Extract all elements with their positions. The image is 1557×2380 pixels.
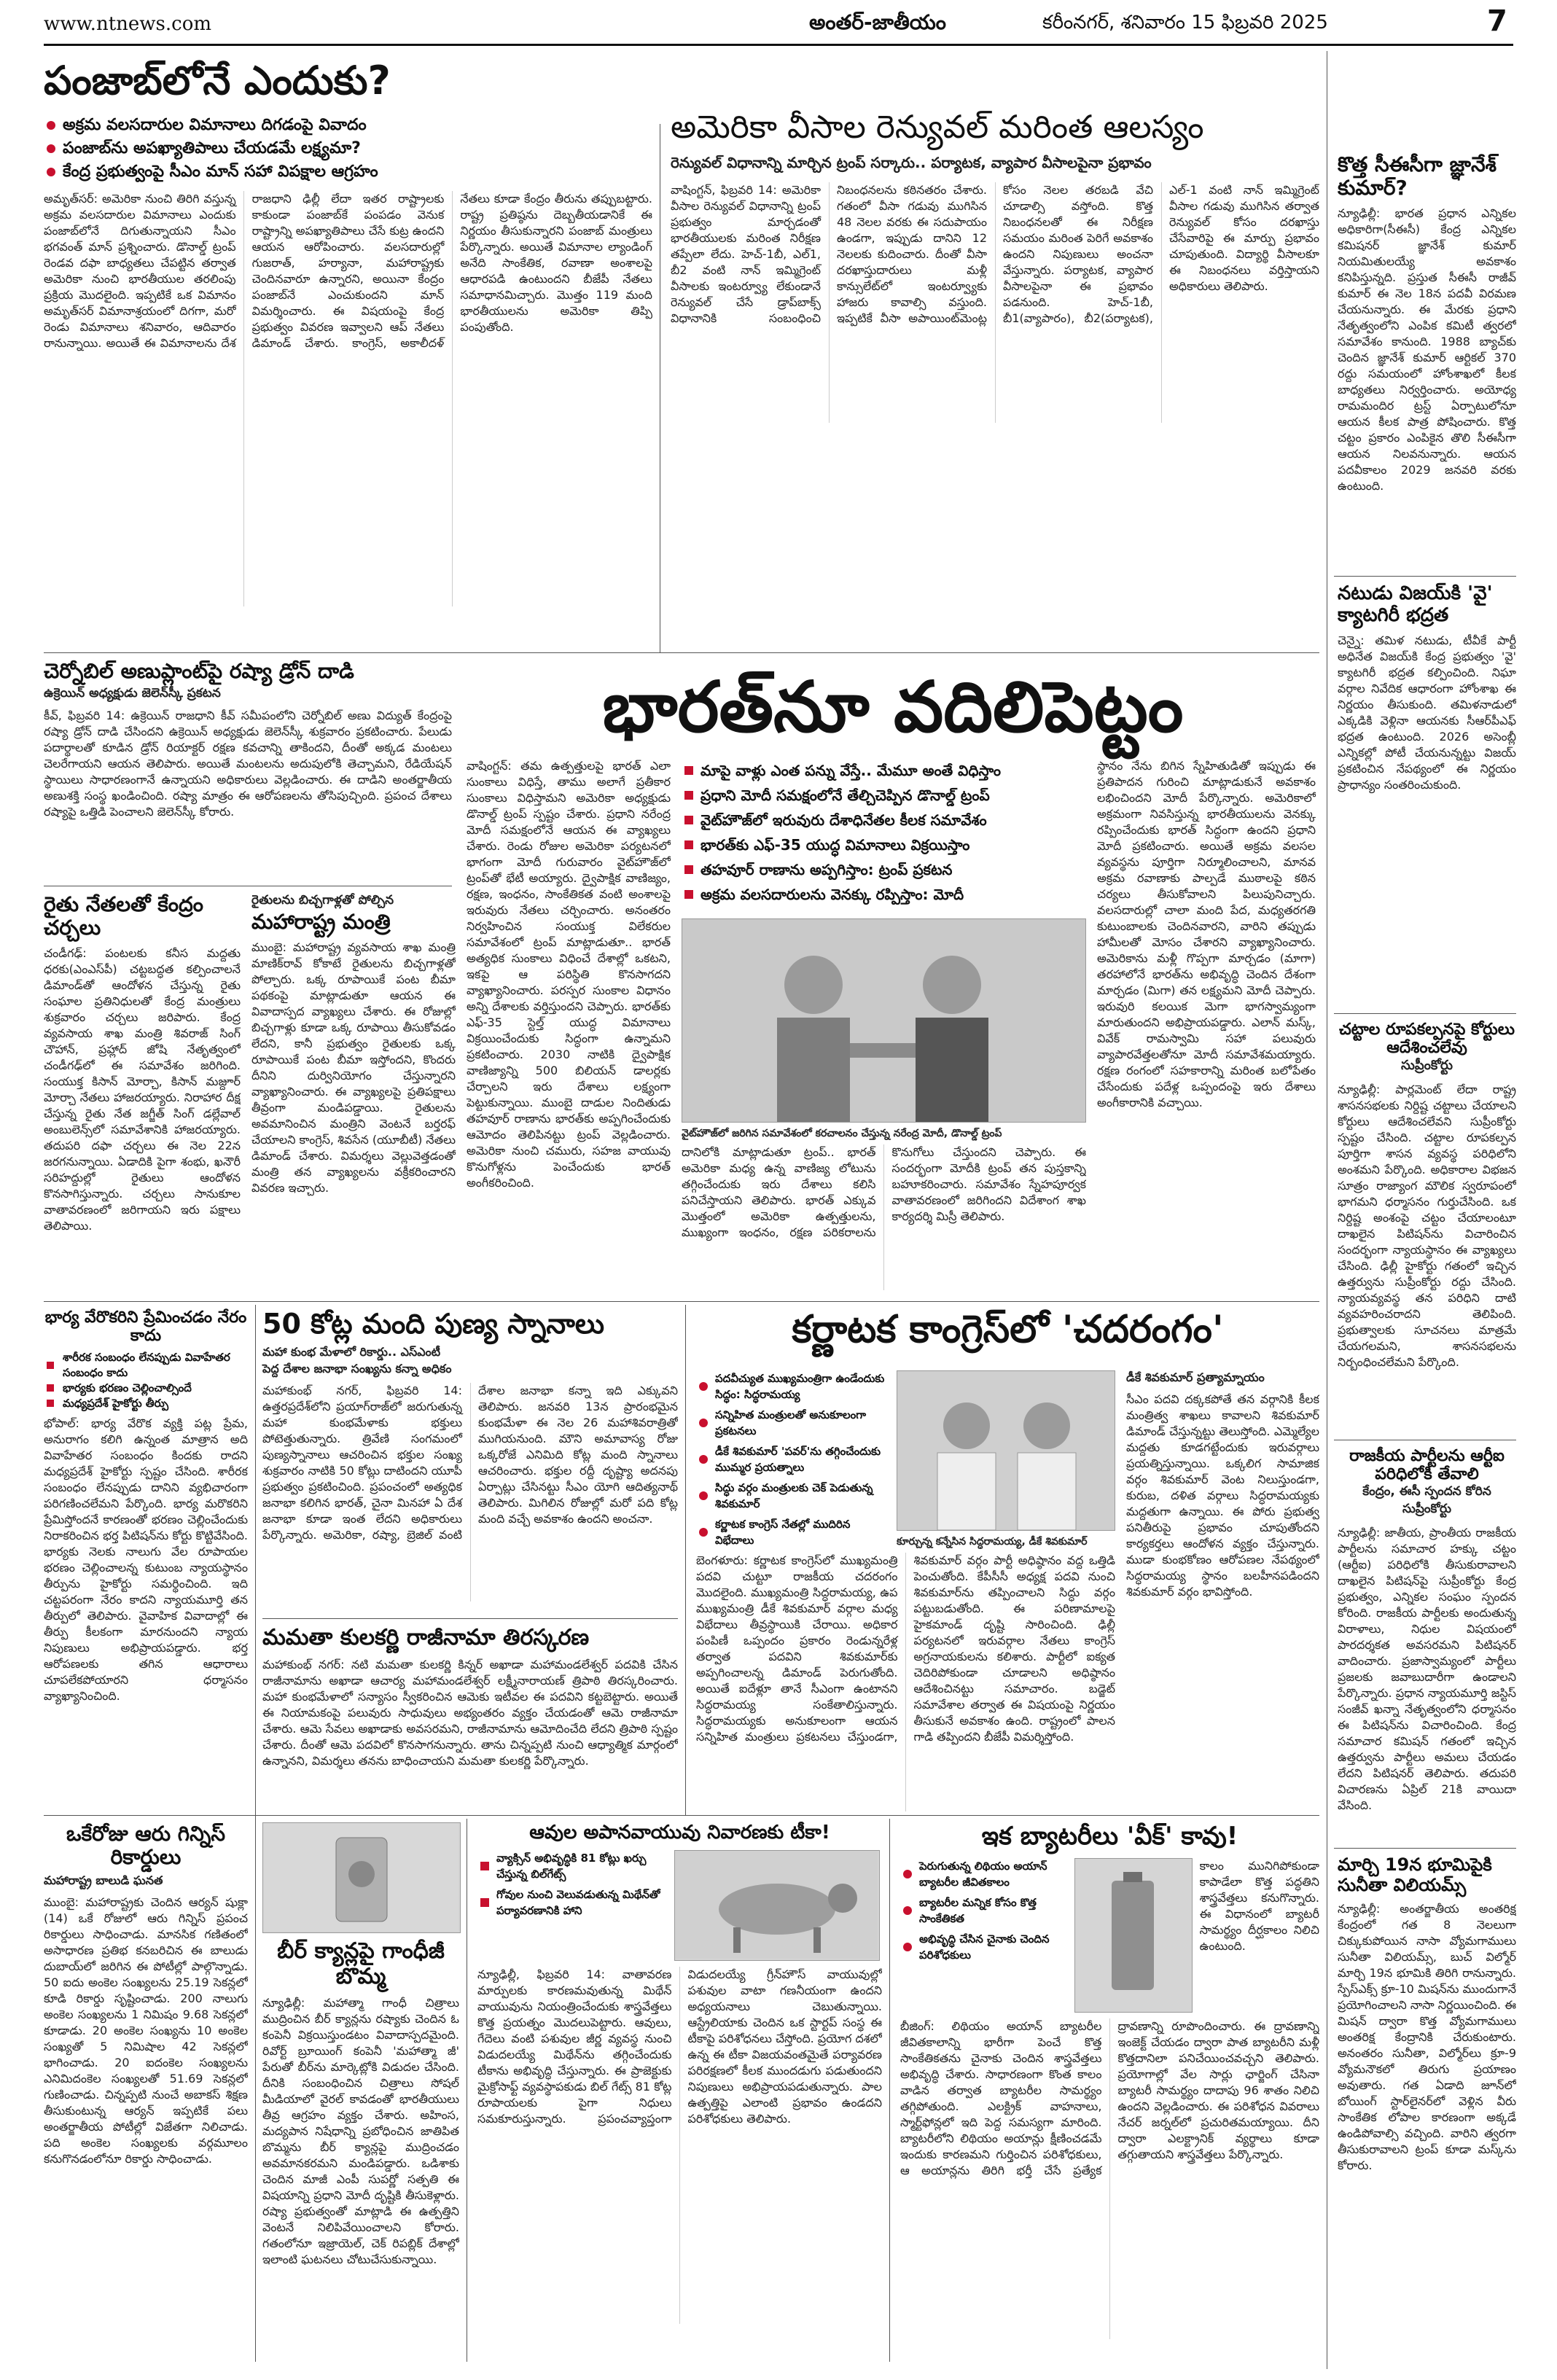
karnataka-subhead-right: డీకే శివకుమార్ ప్రత్యామ్నాయం [1126,1370,1265,1384]
kumbh-headline: 50 కోట్ల మంది పుణ్య స్నానాలు [262,1308,604,1340]
sunita-article [1338,1855,1516,2358]
cow-bullet: వ్యాక్సిన్ అభివృద్ధికి 81 కోట్లు ఖర్చు చేస్తున్న బిల్‌గేట్స్ [477,1850,667,1882]
farmers-article [44,893,241,1294]
vijay-headline: నటుడు విజయ్‌కి 'వై' క్యాటగిరీ భద్రత [1338,582,1493,626]
punjab-bullets [44,114,652,184]
kumbh-subheadline-2: పెద్ద దేశాల జనాభా సంఖ్యను కన్నా అధికం [262,1361,452,1376]
rule-lower [44,1815,1319,1816]
wife-bullet: భార్యకు భరణం చెల్లించాల్సిందే [44,1381,248,1396]
wife-bullet: మధ్యప్రదేశ్ హైకోర్టు తీర్పు [44,1396,248,1411]
wife-article [44,1308,248,1808]
mamata-headline: మమతా కులకర్ణి రాజీనామా తిరస్కరణ [262,1625,590,1650]
battery-bullet: పెరుగుతున్న లిథియం అయాన్ బ్యాటరీల జీవితకాలం [900,1858,1067,1890]
bharat-body-right: స్థానం నేను బిగిన స్నేహితుడితో ఇప్పుడు ఈ ప్రతిపాదన గురించి మాట్లాడుకునే అవకాశం లభించిందని మోదీ పేర్కొన్నారు. అమెరికాలో అక్రమంగా నివసిస్తున్న భారతీయులను వెనక్కు రప్పించేందుకు భారత్ సిద్ధంగా ఉందని ప్రధాని మోదీ ప్రకటించారు. అయితే అక్రమ వలసల వ్యవస్థను పూర్తిగా నిర్మూలించాలని, మానవ అక్రమ రవాణాకు పాల్పడే ముఠాలపై కఠిన చర్యలు తీసుకోవాలని పిలుపునిచ్చారు. వలసదారుల్లో చాలా మంది పేద, మధ్యతరగతి కుటుంబాలకు చెందినవారని, వారిని తప్పుడు హామీలతో మోసం చేశారని వ్యాఖ్యానించారు. అమెరికాను మళ్లీ గొప్పగా మార్చడం (మాగా) తరహాలోనే భారత్‌ను అభివృద్ధి చెందిన దేశంగా మార్చడం (మిగా) తన లక్ష్యమని మోదీ చెప్పారు. ఇరువురి కలయిక మెగా భాగస్వామ్యంగా మారుతుందని అభిప్రాయపడ్డారు. ఎలాన్ మస్క్, వివేక్ రామస్వామి సహా పలువురు వ్యాపారవేత్తలతోనూ మోదీ సమావేశమయ్యారు. రక్షణ రంగంలో సహకారాన్ని మరింత బలోపేతం చేసేందుకు పదేళ్ల ఒప్పందంపై ఇరు దేశాలు అంగీకారానికి వచ్చాయి. [1097,759,1316,1109]
battery-body-right: కాలం మునిగిపోకుండా కాపాడేలా కొత్త పద్ధతిని శాస్త్రవేత్తలు కనుగొన్నారు. ఈ విధానంలో బ్యాటరీ సామర్థ్యం దీర్ఘకాలం నిలిచి ఉంటుంది. [1199,1859,1319,1954]
bharat-bullet: భారత్‌కు ఎఫ్-35 యుద్ధ విమానాలు విక్రయిస్తాం [682,832,1086,857]
bharat-bullet: వైట్‌హౌజ్‌లో ఇరువురు దేశాధినేతల కీలక సమావేశం [682,808,1086,832]
supreme-headline: చట్టాల రూపకల్పనపై కోర్టులు ఆదేశించలేవు [1338,1021,1515,1058]
supreme-body: న్యూఢిల్లీ: పార్లమెంట్ లేదా రాష్ట్ర శాసనసభలకు నిర్దిష్ట చట్టాలు చేయాలని కోర్టులు ఆదేశించలేవని సుప్రీంకోర్టు స్పష్టం చేసింది. చట్టాల రూపకల్పన పూర్తిగా శాసన వ్యవస్థ పరిధిలోని అంశమని పేర్కొంది. అధికారాల విభజన సూత్రం రాజ్యాంగ మౌలిక స్వరూపంలో భాగమని ధర్మాసనం గుర్తుచేసింది. ఒక నిర్దిష్ట అంశంపై చట్టం చేయాలంటూ దాఖలైన పిటిషన్‌ను విచారించిన సందర్భంగా న్యాయస్థానం ఈ వ్యాఖ్యలు చేసింది. ఢిల్లీ హైకోర్టు గతంలో ఇచ్చిన ఉత్తర్వును సుప్రీంకోర్టు రద్దు చేసింది. న్యాయవ్యవస్థ తన పరిధిని దాటి వ్యవహరించరాదని తెలిపింది. ప్రభుత్వాలకు సూచనలు మాత్రమే చేయగలమని, శాసనసభలను నిర్బంధించలేమని పేర్కొంది. [1338,1082,1516,1369]
punjab-body: అమృత్‌సర్: అమెరికా నుంచి తిరిగి వస్తున్న అక్రమ వలసదారుల విమానాలు ఎందుకు పంజాబ్‌లోనే దిగుతున్నాయని సీఎం భగవంత్ మాన్ ప్రశ్నించారు. డొనాల్డ్ ట్రంప్ రెండవ దఫా బాధ్యతలు చేపట్టిన తర్వాత అమెరికా నుంచి భారతీయుల తరలింపు ప్రక్రియ మొదలైంది. ఇప్పటికే ఒక విమానం అమృత్‌సర్ విమానాశ్రయంలో దిగగా, మరో రెండు విమానాలు శనివారం, ఆదివారం రానున్నాయి. అయితే ఈ విమానాలను దేశ రాజధాని ఢిల్లీ లేదా ఇతర రాష్ట్రాలకు కాకుండా పంజాబ్‌కే పంపడం వెనుక రాష్ట్రాన్ని అపఖ్యాతిపాలు చేసే కుట్ర ఉందని ఆయన ఆరోపించారు. వలసదారుల్లో గుజరాత్, హర్యానా, మహారాష్ట్రకు చెందినవారూ ఉన్నారని, అయినా కేంద్రం పంజాబ్‌నే ఎంచుకుందని మాన్ విమర్శించారు. ఈ విషయంపై కేంద్ర ప్రభుత్వం వివరణ ఇవ్వాలని ఆప్ నేతలు డిమాండ్ చేశారు. కాంగ్రెస్, అకాలీదళ్ నేతలు కూడా కేంద్రం తీరును తప్పుబట్టారు. రాష్ట్ర ప్రతిష్ఠను దెబ్బతీయడానికే ఈ నిర్ణయం తీసుకున్నారని పంజాబ్ మంత్రులు పేర్కొన్నారు. అయితే విమానాల ల్యాండింగ్ అనేది సాంకేతిక, రవాణా అంశాలపై ఆధారపడి ఉంటుందని బీజేపీ నేతలు సమాధానమిచ్చారు. మొత్తం 119 మంది భారతీయులను అమెరికా తిప్పి పంపుతోంది. [44,192,652,351]
photo-placeholder-icon [682,919,1085,1122]
battery-article [900,1822,1319,2362]
guinness-body: ముంబై: మహారాష్ట్రకు చెందిన ఆర్యన్ షుక్లా (14) ఒకే రోజులో ఆరు గిన్నిస్ ప్రపంచ రికార్డులు సాధించాడు. మానసిక గణితంలో అసాధారణ ప్రతిభ కనబరిచిన ఈ బాలుడు దుబాయ్‌లో జరిగిన ఈ పోటీల్లో పాల్గొన్నాడు. 50 ఐదు అంకెల సంఖ్యలను 25.19 సెకన్లలో కూడి రికార్డు సృష్టించాడు. 200 నాలుగు అంకెల సంఖ్యలను 1 నిమిషం 9.68 సెకన్లలో కూడాడు. 20 అంకెల సంఖ్యను 10 అంకెల సంఖ్యతో 5 నిమిషాల 42 సెకన్లలో భాగించాడు. 20 ఐదంకెల సంఖ్యలను ఎనిమిదంకెల సంఖ్యలతో 51.69 సెకన్లలో గుణించాడు. చిన్నప్పటి నుంచే అబాకస్ శిక్షణ తీసుకుంటున్న ఆర్యన్ ఇప్పటికే పలు అంతర్జాతీయ పోటీల్లో విజేతగా నిలిచాడు. పది అంకెల సంఖ్యలకు వర్గమూలం కనుగొనడంలోనూ రికార్డు సాధించాడు. [44,1895,248,2166]
page-number: 7 [1487,4,1507,38]
sunita-body: న్యూఢిల్లీ: అంతర్జాతీయ అంతరిక్ష కేంద్రంలో గత 8 నెలలుగా చిక్కుకుపోయిన నాసా వ్యోమగాములు సునీతా విలియమ్స్, బుచ్ విల్మోర్ మార్చి 19న భూమికి తిరిగి రానున్నారు. స్పేస్‌ఎక్స్ క్రూ-10 మిషన్‌ను ముందుగానే ప్రయోగించాలని నాసా నిర్ణయించింది. ఈ మిషన్ ద్వారా కొత్త వ్యోమగాములు అంతరిక్ష కేంద్రానికి చేరుకుంటారు. అనంతరం సునీతా, విల్మోర్‌లు క్రూ-9 వ్యోమనౌకలో తిరుగు ప్రయాణం అవుతారు. గత ఏడాది జూన్‌లో బోయింగ్ స్టార్‌లైనర్‌లో వెళ్లిన వీరు సాంకేతిక లోపాల కారణంగా అక్కడే ఉండిపోవాల్సి వచ్చింది. వారిని త్వరగా తీసుకురావాలని ట్రంప్ కూడా మస్క్‌ను కోరారు. [1338,1902,1516,2173]
battery-headline: ఇక బ్యాటరీలు 'వీక్' కావు! [981,1822,1238,1851]
sunita-headline: మార్చి 19న భూమిపైకి సునీతా విలియమ్స్ [1338,1854,1492,1895]
karnataka-bullet: డీకే శివకుమార్ 'పవర్'ను తగ్గించేందుకు ముమ్మర ప్రయత్నాలు [696,1443,886,1475]
date-line: కరీంనగర్, శనివారం 15 ఫిబ్రవరి 2025 [1042,12,1328,34]
punjab-bullet: కేంద్ర ప్రభుత్వంపై సీఎం మాన్ సహా విపక్షాల ఆగ్రహం [44,160,652,184]
bharat-bullet: అక్రమ వలసదారులను వెనక్కు రప్పిస్తాం: మోదీ [682,882,1086,907]
cow-photo [674,1850,880,1961]
supreme-subheadline: సుప్రీంకోర్టు [1401,1057,1453,1073]
chernobyl-body: కీవ్, ఫిబ్రవరి 14: ఉక్రెయిన్ రాజధాని కీవ్ సమీపంలోని చెర్నోబిల్ అణు విద్యుత్ కేంద్రంపై రష్యా డ్రోన్ దాడి చేసిందని ఉక్రెయిన్ అధ్యక్షుడు జెలెన్‌స్కీ శుక్రవారం ప్రకటించారు. పేలుడు పదార్థాలతో కూడిన డ్రోన్ రియాక్టర్ రక్షణ కవచాన్ని తాకిందని, దీంతో అక్కడ మంటలు చెలరేగాయని ఆయన తెలిపారు. అయితే మంటలను అదుపులోకి తెచ్చామని, రేడియేషన్ స్థాయిలు సాధారణంగానే ఉన్నాయని అధికారులు వెల్లడించారు. ఈ దాడిని అంతర్జాతీయ అణుశక్తి సంస్థ ఖండించింది. రష్యా మాత్రం ఈ ఆరోపణలను తోసిపుచ్చింది. ప్రపంచ దేశాలు రష్యాపై ఒత్తిడి పెంచాలని జెలెన్‌స్కీ కోరారు. [44,709,452,819]
chernobyl-subheadline: ఉక్రెయిన్ అధ్యక్షుడు జెలెన్‌స్కీ ప్రకటన [44,686,221,701]
karnataka-body-right: సీఎం పదవి దక్కకపోతే తన వర్గానికి కీలక మంత్రిత్వ శాఖలు కావాలని శివకుమార్ డిమాండ్ చేస్తున్నట్టు తెలుస్తోంది. ఎమ్మెల్యేల మద్దతు కూడగట్టేందుకు ఇరువర్గాలు ప్రయత్నిస్తున్నాయి. ఒక్కలిగ సామాజిక వర్గం శివకుమార్ వెంట నిలుస్తుండగా, కురుబ, దళిత వర్గాలు సిద్ధరామయ్యకు మద్దతుగా ఉన్నాయి. ఈ పోరు ప్రభుత్వ పనితీరుపై ప్రభావం చూపుతోందని కార్యకర్తలు ఆందోళన వ్యక్తం చేస్తున్నారు. ముడా కుంభకోణం ఆరోపణల నేపథ్యంలో సిద్ధరామయ్య స్థానం బలహీనపడిందని శివకుమార్ వర్గం భావిస్తోంది. [1126,1392,1319,1599]
rule-kumbh [262,1618,678,1619]
kumbh-body: మహాకుంభ్ నగర్, ఫిబ్రవరి 14: ఉత్తరప్రదేశ్‌లోని ప్రయాగ్‌రాజ్‌లో జరుగుతున్న మహా కుంభమేళాకు భక్తులు పోటెత్తుతున్నారు. త్రివేణి సంగమంలో పుణ్యస్నానాలు ఆచరించిన భక్తుల సంఖ్య శుక్రవారం నాటికి 50 కోట్లు దాటిందని యూపీ ప్రభుత్వం ప్రకటించింది. ప్రపంచంలో అత్యధిక జనాభా కలిగిన భారత్, చైనా మినహా ఏ దేశ జనాభా కూడా ఇంత లేదని అధికారులు పేర్కొన్నారు. అమెరికా, రష్యా, బ్రెజిల్ వంటి దేశాల జనాభా కన్నా ఇది ఎక్కువని తెలిపారు. జనవరి 13న ప్రారంభమైన కుంభమేళా ఈ నెల 26 మహాశివరాత్రితో ముగియనుంది. మౌని అమావాస్య రోజు ఒక్కరోజే ఎనిమిది కోట్ల మంది స్నానాలు ఆచరించారు. భక్తుల రద్దీ దృష్ట్యా అదనపు ఏర్పాట్లు చేసినట్టు సీఎం యోగి ఆదిత్యనాథ్ తెలిపారు. మిగిలిన రోజుల్లో మరో పది కోట్ల మంది వచ్చే అవకాశం ఉందని అంచనా. [262,1383,678,1542]
siddaramaiah-dk-photo [897,1370,1115,1531]
us-visa-subheadline: రెన్యువల్ విధానాన్ని మార్చిన ట్రంప్ సర్కారు.. పర్యాటక, వ్యాపార వీసాలపైనా ప్రభావం [671,153,1152,171]
vijay-body: చెన్నై: తమిళ నటుడు, టీవీకే పార్టీ అధినేత విజయ్‌కి కేంద్ర ప్రభుత్వం 'వై' క్యాటగిరీ భద్రత కల్పించింది. నిఘా వర్గాల నివేదిక ఆధారంగా హోంశాఖ ఈ నిర్ణయం తీసుకుంది. తమిళనాడులో ఎక్కడికి వెళ్లినా ఆయనకు సీఆర్‌పీఎఫ్ భద్రత ఉంటుంది. 2026 అసెంబ్లీ ఎన్నికల్లో పోటీ చేయనున్నట్టు విజయ్ ప్రకటించిన నేపథ్యంలో ఈ నిర్ణయం ప్రాధాన్యం సంతరించుకుంది. [1338,633,1516,792]
karnataka-bullet: సిద్ధు వర్గం మంత్రులకు చెక్ పెడుతున్న శివకుమార్ [696,1480,886,1512]
rti-article [1338,1447,1516,1844]
karnataka-bullet: కర్ణాటక కాంగ్రెస్ నేతల్లో ముదిరిన విభేదాలు [696,1516,886,1548]
rule-right-2 [1334,1013,1516,1014]
rule-top [44,652,1319,653]
bharat-bullet: ప్రధాని మోదీ సమక్షంలోనే తేల్చిచెప్పిన డొనాల్డ్ ట్రంప్ [682,783,1086,808]
header-rule [44,44,1513,46]
wife-headline: భార్య వేరొకరిని ప్రేమించడం నేరం కాదు [44,1308,247,1346]
kumbh-subheadline: మహా కుంభ మేళాలో రికార్డు.. ఎస్‌ఎంటీ [262,1344,441,1359]
rule-lower-c [889,1819,890,2362]
bharat-under-photo: దానిలోకి మాట్లాడుతూ ట్రంప్.. భారత్ అమెరికా మధ్య ఉన్న వాణిజ్య లోటును తగ్గించేందుకు ఇరు దేశాలు కలిసి పనిచేస్తాయని తెలిపారు. భారత్ ఎక్కువ మొత్తంలో అమెరికా ఉత్పత్తులను, ముఖ్యంగా ఇంధనం, రక్షణ పరికరాలను కొనుగోలు చేస్తుందని చెప్పారు. ఈ సందర్భంగా మోదీకి ట్రంప్ తన పుస్తకాన్ని బహూకరించారు. సమావేశం స్నేహపూర్వక వాతావరణంలో జరిగిందని విదేశాంగ శాఖ కార్యదర్శి మిస్రీ తెలిపారు. [682,1145,1086,1239]
karnataka-bullets-box [696,1370,886,1548]
us-visa-headline: అమెరికా వీసాల రెన్యువల్ మరింత ఆలస్యం [671,109,1204,146]
mamata-body: మహాకుంభ్ నగర్: నటి మమతా కులకర్ణి కిన్నర్ అఖాడా మహామండలేశ్వర్ పదవికి చేసిన రాజీనామాను అఖాడా ఆచార్య మహామండలేశ్వర్ లక్ష్మీనారాయణ్ త్రిపాఠి తిరస్కరించారు. మహా కుంభమేళాలో సన్యాసం స్వీకరించిన ఆమెకు ఇటీవల ఈ పదవిని కట్టబెట్టారు. అయితే ఈ నియామకంపై పలువురు సాధువులు అభ్యంతరం వ్యక్తం చేయడంతో ఆమె రాజీనామా చేశారు. ఆమె సేవలు అఖాడాకు అవసరమని, రాజీనామాను ఆమోదించేది లేదని త్రిపాఠి స్పష్టం చేశారు. దీంతో ఆమె పదవిలో కొనసాగనున్నారు. తాను చిన్నప్పటి నుంచి ఆధ్యాత్మిక మార్గంలో ఉన్నానని, విమర్శలు తనను బాధించాయని మమతా కులకర్ణి పేర్కొన్నారు. [262,1657,678,1768]
rule-right-1 [1334,576,1516,577]
cec-body: న్యూఢిల్లీ: భారత ప్రధాన ఎన్నికల అధికారిగా(సీఈసీ) కేంద్ర ఎన్నికల కమిషనర్ జ్ఞానేశ్ కుమార్ నియమితులయ్యే అవకాశం కనిపిస్తున్నది. ప్రస్తుత సీఈసీ రాజీవ్ కుమార్ ఈ నెల 18న పదవీ విరమణ చేయనున్నారు. ఈ మేరకు ప్రధాని నేతృత్వంలోని ఎంపిక కమిటీ త్వరలో సమావేశం కానుంది. 1988 బ్యాచ్‌కు చెందిన జ్ఞానేశ్ కుమార్ ఆర్టికల్ 370 రద్దు సమయంలో హోంశాఖలో కీలక బాధ్యతలు నిర్వర్తించారు. అయోధ్య రామమందిర ట్రస్ట్ ఏర్పాటులోనూ ఆయన కీలక పాత్ర పోషించారు. కొత్త చట్టం ప్రకారం ఎంపికైన తొలి సీఈసీగా ఆయన నిలవనున్నారు. ఆయన పదవీకాలం 2029 జనవరి వరకు ఉంటుంది. [1338,206,1516,493]
maharashtra-article [251,893,456,1294]
battery-bullet: అభివృద్ధి చేసిన చైనాకు చెందిన పరిశోధకులు [900,1931,1067,1963]
section-name: అంతర్-జాతీయం [809,10,946,34]
wife-bullets [44,1350,248,1411]
beer-photo [262,1822,461,1933]
cec-article [1338,153,1516,572]
cow-bullets [477,1850,667,1961]
battery-photo [1074,1858,1192,2013]
website-url[interactable]: www.ntnews.com [44,13,212,35]
cec-headline: కొత్త సీఈసీగా జ్ఞానేశ్ కుమార్? [1338,152,1497,200]
bharat-photo-caption: వైట్‌హౌజ్‌లో జరిగిన సమావేశంలో కరచాలనం చేస్తున్న నరేంద్ర మోదీ, డొనాల్డ్ ట్రంప్ [682,1128,1002,1139]
battery-bullet: బ్యాటరీల మన్నిక కోసం కొత్త సాంకేతికత [900,1895,1067,1927]
rti-headline: రాజకీయ పార్టీలను ఆర్టీఐ పరిధిలోకి తేవాలి [1349,1447,1505,1484]
guinness-article [44,1822,248,2362]
chernobyl-headline: చెర్నోబిల్ అణుప్లాంట్‌పై రష్యా డ్రోన్ దాడి [44,659,354,683]
beer-article [262,1822,459,2362]
cow-article [477,1822,882,2362]
battery-icon [1075,1859,1190,2010]
beer-headline: బీర్ క్యాన్లపై గాంధీజీ బొమ్మ [277,1938,445,1989]
vijay-article [1338,583,1516,1013]
punjab-headline: పంజాబ్‌లోనే ఎందుకు? [44,58,391,104]
mamata-article [262,1626,678,1811]
photo-placeholder-icon [897,1371,1115,1530]
bharat-bullets [682,758,1086,907]
maharashtra-body: ముంబై: మహారాష్ట్ర వ్యవసాయ శాఖ మంత్రి మాణిక్‌రావ్ కోకాటే రైతులను బిచ్చగాళ్లతో పోల్చారు. ఒక్క రూపాయికే పంట బీమా పథకంపై మాట్లాడుతూ ఆయన ఈ వివాదాస్పద వ్యాఖ్యలు చేశారు. ఈ రోజుల్లో బిచ్చగాళ్లు కూడా ఒక్క రూపాయి తీసుకోవడం లేదని, కానీ ప్రభుత్వం రైతులకు ఒక్క రూపాయికే పంట బీమా ఇస్తోందని, కొందరు దీనిని దుర్వినియోగం చేస్తున్నారని వ్యాఖ్యానించారు. ఈ వ్యాఖ్యలపై ప్రతిపక్షాలు తీవ్రంగా మండిపడ్డాయి. రైతులను అవమానించిన మంత్రిని వెంటనే బర్తరఫ్ చేయాలని కాంగ్రెస్, శివసేన (యూబీటీ) నేతలు డిమాండ్ చేశారు. విమర్శలు వెల్లువెత్తడంతో మంత్రి తన వ్యాఖ్యలను వక్రీకరించారని వివరణ ఇచ్చారు. [251,940,456,1195]
beer-can-icon [263,1823,458,1931]
chernobyl-article [44,660,452,882]
rule-mid-b [685,1305,686,1815]
punjab-bullet: అక్రమ వలసదారుల విమానాలు దిగడంపై వివాదం [44,114,652,137]
farmers-body: చండీగఢ్: పంటలకు కనీస మద్దతు ధరకు(ఎంఎస్‌పీ) చట్టబద్ధత కల్పించాలనే డిమాండ్‌తో ఆందోళన చేస్తున్న రైతు సంఘాల ప్రతినిధులతో కేంద్ర మంత్రులు శుక్రవారం చర్చలు జరిపారు. కేంద్ర వ్యవసాయ శాఖ మంత్రి శివరాజ్ సింగ్ చౌహాన్, ప్రహ్లాద్ జోషి నేతృత్వంలో చండీగఢ్‌లో ఈ సమావేశం జరిగింది. సంయుక్త కిసాన్ మోర్చా, కిసాన్ మజ్దూర్ మోర్చా నేతలు హాజరయ్యారు. నిరాహార దీక్ష చేస్తున్న రైతు నేత జగ్జీత్ సింగ్ డల్లేవాల్ అంబులెన్స్‌లో సమావేశానికి హాజరయ్యారు. తదుపరి దఫా చర్చలు ఈ నెల 22న జరగనున్నాయి. ఏడాదికి పైగా శంభు, ఖనౌరీ సరిహద్దుల్లో రైతులు ఆందోళన కొనసాగిస్తున్నారు. చర్చలు సానుకూల వాతావరణంలో జరిగాయని ఇరు పక్షాలు తెలిపాయి. [44,946,241,1233]
supreme-article [1338,1021,1516,1436]
rti-body: న్యూఢిల్లీ: జాతీయ, ప్రాంతీయ రాజకీయ పార్టీలను సమాచార హక్కు చట్టం (ఆర్టీఐ) పరిధిలోకి తీసుకురావాలని దాఖలైన పిటిషన్‌పై సుప్రీంకోర్టు కేంద్ర ప్రభుత్వం, ఎన్నికల సంఘం స్పందన కోరింది. రాజకీయ పార్టీలకు అందుతున్న విరాళాలు, నిధుల విషయంలో పారదర్శకత అవసరమని పిటిషనర్ వాదించారు. ప్రజాస్వామ్యంలో పార్టీలు ప్రజలకు జవాబుదారీగా ఉండాలని పేర్కొన్నారు. ప్రధాన న్యాయమూర్తి జస్టిస్ సంజీవ్ ఖన్నా నేతృత్వంలోని ధర్మాసనం ఈ పిటిషన్‌ను విచారించింది. కేంద్ర సమాచార కమిషన్ గతంలో ఇచ్చిన ఉత్తర్వును పార్టీలు అమలు చేయడం లేదని పిటిషనర్ తెలిపారు. తదుపరి విచారణను ఏప్రిల్ 21కి వాయిదా వేసింది. [1338,1525,1516,1812]
wife-body: భోపాల్: భార్య వేరొక వ్యక్తి పట్ల ప్రేమ, అనురాగం కలిగి ఉన్నంత మాత్రాన అది వివాహేతర సంబంధం కిందకు రాదని మధ్యప్రదేశ్ హైకోర్టు స్పష్టం చేసింది. శారీరక సంబంధం లేనప్పుడు దానిని వ్యభిచారంగా పరిగణించలేమని పేర్కొంది. భార్య మరొకరిని ప్రేమిస్తోందనే కారణంతో భరణం చెల్లించేందుకు నిరాకరించిన భర్త పిటిషన్‌ను కోర్టు కొట్టివేసింది. భార్యకు నెలకు నాలుగు వేల రూపాయల భరణం చెల్లించాలన్న కుటుంబ న్యాయస్థానం తీర్పును హైకోర్టు సమర్థించింది. ఇది చట్టపరంగా నేరం కాదని న్యాయమూర్తి తన తీర్పులో తెలిపారు. వైవాహిక వివాదాల్లో ఈ తీర్పు కీలకంగా మారనుందని న్యాయ నిపుణులు అభిప్రాయపడ్డారు. భర్త ఆరోపణలకు తగిన ఆధారాలు చూపలేకపోయారని ధర్మాసనం వ్యాఖ్యానించింది. [44,1416,248,1703]
beer-body: న్యూఢిల్లీ: మహాత్మా గాంధీ చిత్రాలు ముద్రించిన బీర్ క్యాన్లను రష్యాకు చెందిన ఓ కంపెనీ విక్రయిస్తుండటం వివాదాస్పదమైంది. రివోర్ట్ బ్రూయింగ్ కంపెనీ 'మహాత్మా జీ' పేరుతో బీర్‌ను మార్కెట్లోకి విడుదల చేసింది. దీనికి సంబంధించిన చిత్రాలు సోషల్ మీడియాలో వైరల్ కావడంతో భారతీయులు తీవ్ర ఆగ్రహం వ్యక్తం చేశారు. అహింస, మద్యపాన నిషేధాన్ని ప్రబోధించిన జాతిపిత బొమ్మను బీర్ క్యాన్లపై ముద్రించడం అవమానకరమని మండిపడ్డారు. ఒడిశాకు చెందిన మాజీ ఎంపీ సుపర్ణో సత్పతి ఈ విషయాన్ని ప్రధాని మోదీ దృష్టికి తీసుకెళ్లారు. రష్యా ప్రభుత్వంతో మాట్లాడి ఈ ఉత్పత్తిని వెంటనే నిలిపివేయించాలని కోరారు. గతంలోనూ ఇజ్రాయెల్, చెక్ రిపబ్లిక్ దేశాల్లో ఇలాంటి ఘటనలు చోటుచేసుకున్నాయి. [262,1996,459,2266]
farmers-headline: రైతు నేతలతో కేంద్రం చర్చలు [44,892,203,940]
karnataka-bullets [696,1370,886,1548]
punjab-article [44,58,652,649]
karnataka-bullet: పదవీచ్యుత ముఖ్యమంత్రిగా ఉండేందుకు సిద్ధం: సిద్ధరామయ్య [696,1370,886,1402]
karnataka-body: బెంగళూరు: కర్ణాటక కాంగ్రెస్‌లో ముఖ్యమంత్రి పదవి చుట్టూ రాజకీయ చదరంగం మొదలైంది. ముఖ్యమంత్రి సిద్ధరామయ్య, ఉప ముఖ్యమంత్రి డీకే శివకుమార్ వర్గాల మధ్య విభేదాలు తీవ్రస్థాయికి చేరాయి. అధికార పంపిణీ ఒప్పందం ప్రకారం రెండున్నరేళ్ల తర్వాత పదవిని శివకుమార్‌కు అప్పగించాలన్న డిమాండ్ పెరుగుతోంది. అయితే ఐదేళ్లూ తానే సీఎంగా ఉంటానని సిద్ధరామయ్య సంకేతాలిస్తున్నారు. సిద్ధరామయ్యకు అనుకూలంగా ఆయన సన్నిహిత మంత్రులు ప్రకటనలు చేస్తుండగా, శివకుమార్ వర్గం పార్టీ అధిష్ఠానం వద్ద ఒత్తిడి పెంచుతోంది. కేపీసీసీ అధ్యక్ష పదవి నుంచి శివకుమార్‌ను తప్పించాలని సిద్ధు వర్గం పట్టుబడుతోంది. ఈ పరిణామాలపై హైకమాండ్ దృష్టి సారించింది. ఢిల్లీ పర్యటనలో ఇరువర్గాల నేతలు కాంగ్రెస్ అగ్రనాయకులను కలిశారు. పార్టీలో ఐక్యత చెదిరిపోకుండా చూడాలని అధిష్ఠానం ఆదేశించినట్టు సమాచారం. బడ్జెట్ సమావేశాల తర్వాత ఈ విషయంపై నిర్ణయం తీసుకునే అవకాశం ఉంది. రాష్ట్రంలో పాలన గాడి తప్పిందని బీజేపీ విమర్శిస్తోంది. [696,1553,1115,1744]
punjab-bullet: పంజాబ్‌ను అపఖ్యాతిపాలు చేయడమే లక్ష్యమా? [44,137,652,160]
karnataka-bullet: సన్నిహిత మంత్రులతో అనుకూలంగా ప్రకటనలు [696,1407,886,1439]
rti-subheadline: కేంద్రం, ఈసీ స్పందన కోరిన సుప్రీంకోర్టు [1362,1483,1491,1516]
karnataka-headline: కర్ణాటక కాంగ్రెస్‌లో 'చదరంగం' [792,1308,1224,1351]
rule-right-4 [1334,1848,1516,1849]
bharat-bullet: తహవూర్ రాణాను అప్పగిస్తాం: ట్రంప్ ప్రకటన [682,857,1086,882]
kumbh-article [262,1308,678,1615]
bharat-bullet: మాపై వాళ్లు ఎంత పన్ను వేస్తే.. మేమూ అంతే విధిస్తాం [682,758,1086,783]
maharashtra-headline-small: రైతులను బిచ్చగాళ్లతో పోల్చిన [251,893,394,908]
guinness-headline: ఒకేరోజు ఆరు గిన్నిస్ రికార్డులు [66,1822,225,1870]
us-visa-body: వాషింగ్టన్, ఫిబ్రవరి 14: అమెరికా వీసాల రెన్యువల్ విధానాన్ని ట్రంప్ ప్రభుత్వం మార్చడంతో భారతీయులకు మరింత నిరీక్షణ తప్పేలా లేదు. హెచ్-1బీ, ఎల్1, బీ2 వంటి నాన్ ఇమ్మిగ్రెంట్ వీసాలకు ఇంటర్వ్యూ లేకుండానే రెన్యువల్ చేసే డ్రాప్‌బాక్స్ విధానానికి సంబంధించి నిబంధనలను కఠినతరం చేశారు. గతంలో వీసా గడువు ముగిసిన 48 నెలల వరకు ఈ సదుపాయం ఉండగా, ఇప్పుడు దానిని 12 నెలలకు కుదించారు. దీంతో వీసా దరఖాస్తుదారులు మళ్లీ కాన్సులేట్‌లో ఇంటర్వ్యూకు హాజరు కావాల్సి వస్తుంది. ఇప్పటికే వీసా అపాయింట్‌మెంట్ల కోసం నెలల తరబడి వేచి చూడాల్సి వస్తోంది. కొత్త నిబంధనలతో ఈ నిరీక్షణ సమయం మరింత పెరిగే అవకాశం ఉందని నిపుణులు అంచనా వేస్తున్నారు. పర్యాటక, వ్యాపార వీసాలపైనా ఈ ప్రభావం పడనుంది. హెచ్-1బీ, బీ1(వ్యాపారం), బీ2(పర్యాటక), ఎల్-1 వంటి నాన్ ఇమ్మిగ్రెంట్ వీసాల గడువు ముగిసిన తర్వాత రెన్యువల్ కోసం దరఖాస్తు చేసేవారిపై ఈ మార్పు ప్రభావం చూపుతుంది. విద్యార్థి వీసాలకూ ఈ నిబంధనలు వర్తిస్తాయని అధికారులు తెలిపారు. [671,182,1319,325]
rule-mid [44,1301,1319,1302]
bharat-body-left [467,758,671,1283]
cow-icon [675,1851,878,1959]
karnataka-right-col [1126,1370,1319,1811]
bharat-body-left-text: వాషింగ్టన్: తమ ఉత్పత్తులపై భారత్ ఎలా సుంకాలు విధిస్తే, తాము అలాగే ప్రతీకార సుంకాలు విధిస్తామని అమెరికా అధ్యక్షుడు డొనాల్డ్ ట్రంప్ స్పష్టం చేశారు. ప్రధాని నరేంద్ర మోదీ సమక్షంలోనే ఆయన ఈ వ్యాఖ్యలు చేశారు. రెండు రోజుల అమెరికా పర్యటనలో భాగంగా మోదీ గురువారం వైట్‌హౌజ్‌లో ట్రంప్‌తో భేటీ అయ్యారు. ద్వైపాక్షిక వాణిజ్యం, రక్షణ, ఇంధనం, సాంకేతికత వంటి అంశాలపై ఇరువురు నేతలు చర్చించారు. అనంతరం నిర్వహించిన సంయుక్త విలేకరుల సమావేశంలో ట్రంప్ మాట్లాడుతూ.. భారత్ అత్యధిక సుంకాలు విధించే దేశాల్లో ఒకటని, ఇకపై ఆ పరిస్థితి కొనసాగదని వ్యాఖ్యానించారు. పరస్పర సుంకాల విధానం అన్ని దేశాలకు వర్తిస్తుందని చెప్పారు. భారత్‌కు ఎఫ్-35 స్టెల్త్ యుద్ధ విమానాలు విక్రయించేందుకు సిద్ధంగా ఉన్నామని ప్రకటించారు. 2030 నాటికి ద్వైపాక్షిక వాణిజ్యాన్ని 500 బిలియన్ డాలర్లకు చేర్చాలని ఇరు దేశాలు లక్ష్యంగా పెట్టుకున్నాయి. ముంబై దాడుల నిందితుడు తహవూర్ రాణాను భారత్‌కు అప్పగించేందుకు ఆమోదం తెలిపినట్టు ట్రంప్ వెల్లడించారు. అమెరికా నుంచి చమురు, సహజ వాయువు కొనుగోళ్లను పెంచేందుకు భారత్ అంగీకరించింది. [467,759,671,1190]
guinness-subheadline: మహారాష్ట్ర బాలుడి ఘనత [44,1873,163,1888]
maharashtra-headline: మహారాష్ట్ర మంత్రి [251,910,391,934]
bharat-headline: భారత్‌నూ వదిలిపెట్టం [602,666,1184,748]
karnataka-photo-caption: కూర్చున్న కన్నేసిన సిద్ధరామయ్య, డీకే శివకుమార్ [897,1536,1088,1548]
cow-bullet: గోవుల నుంచి వెలువడుతున్న మిథేన్‌తో పర్యావరణానికి హాని [477,1887,667,1919]
cow-body: న్యూఢిల్లీ, ఫిబ్రవరి 14: వాతావరణ మార్పులకు కారణమవుతున్న మిథేన్ వాయువును నియంత్రించేందుకు శాస్త్రవేత్తలు కొత్త ప్రయత్నం మొదలుపెట్టారు. ఆవులు, గేదెలు వంటి పశువుల జీర్ణ వ్యవస్థ నుంచి విడుదలయ్యే మిథేన్‌ను తగ్గించేందుకు టీకాను అభివృద్ధి చేస్తున్నారు. ఈ ప్రాజెక్టుకు మైక్రోసాఫ్ట్ వ్యవస్థాపకుడు బిల్ గేట్స్ 81 కోట్ల రూపాయలకు పైగా నిధులు సమకూరుస్తున్నారు. ప్రపంచవ్యాప్తంగా విడుదలయ్యే గ్రీన్‌హౌస్ వాయువుల్లో పశువుల వాటా గణనీయంగా ఉందని అధ్యయనాలు చెబుతున్నాయి. ఆస్ట్రేలియాకు చెందిన ఒక స్టార్టప్ సంస్థ ఈ టీకాపై పరిశోధనలు చేస్తోంది. ప్రయోగ దశలో ఉన్న ఈ టీకా విజయవంతమైతే పర్యావరణ పరిరక్షణలో కీలక ముందడుగు పడుతుందని నిపుణులు అభిప్రాయపడుతున్నారు. పాల ఉత్పత్తిపై ఎలాంటి ప్రభావం ఉండదని పరిశోధకులు తెలిపారు. [477,1967,882,2126]
battery-bullets [900,1858,1067,2013]
battery-body: బీజింగ్: లిథియం అయాన్ బ్యాటరీల జీవితకాలాన్ని భారీగా పెంచే కొత్త సాంకేతికతను చైనాకు చెందిన శాస్త్రవేత్తలు అభివృద్ధి చేశారు. సాధారణంగా కొంత కాలం వాడిన తర్వాత బ్యాటరీల సామర్థ్యం తగ్గిపోతుంది. ఎలక్ట్రిక్ వాహనాలు, స్మార్ట్‌ఫోన్లలో ఇది పెద్ద సమస్యగా మారింది. బ్యాటరీలోని లిథియం అయాన్లు క్షీణించడమే ఇందుకు కారణమని గుర్తించిన పరిశోధకులు, ఆ అయాన్లను తిరిగి భర్తీ చేసే ప్రత్యేక ద్రావణాన్ని రూపొందించారు. ఈ ద్రావణాన్ని ఇంజెక్ట్ చేయడం ద్వారా పాత బ్యాటరీని మళ్లీ కొత్తదానిలా పనిచేయించవచ్చని తెలిపారు. ప్రయోగాల్లో వేల సార్లు ఛార్జింగ్ చేసినా బ్యాటరీ సామర్థ్యం దాదాపు 96 శాతం నిలిచి ఉందని వెల్లడించారు. ఈ పరిశోధన వివరాలు నేచర్ జర్నల్‌లో ప్రచురితమయ్యాయి. దీని ద్వారా ఎలక్ట్రానిక్ వ్యర్థాలు కూడా తగ్గుతాయని శాస్త్రవేత్తలు పేర్కొన్నారు. [900,2019,1319,2178]
modi-trump-photo [682,918,1086,1123]
wife-bullet: శారీరక సంబంధం లేనప్పుడు వివాహేతర సంబంధం కాదు [44,1350,248,1381]
us-visa-article [671,109,1319,649]
bharat-bullets-box [682,758,1086,907]
rule-mid-a [255,1305,256,2362]
cow-headline: ఆవుల అపానవాయువు నివారణకు టీకా! [529,1822,830,1843]
